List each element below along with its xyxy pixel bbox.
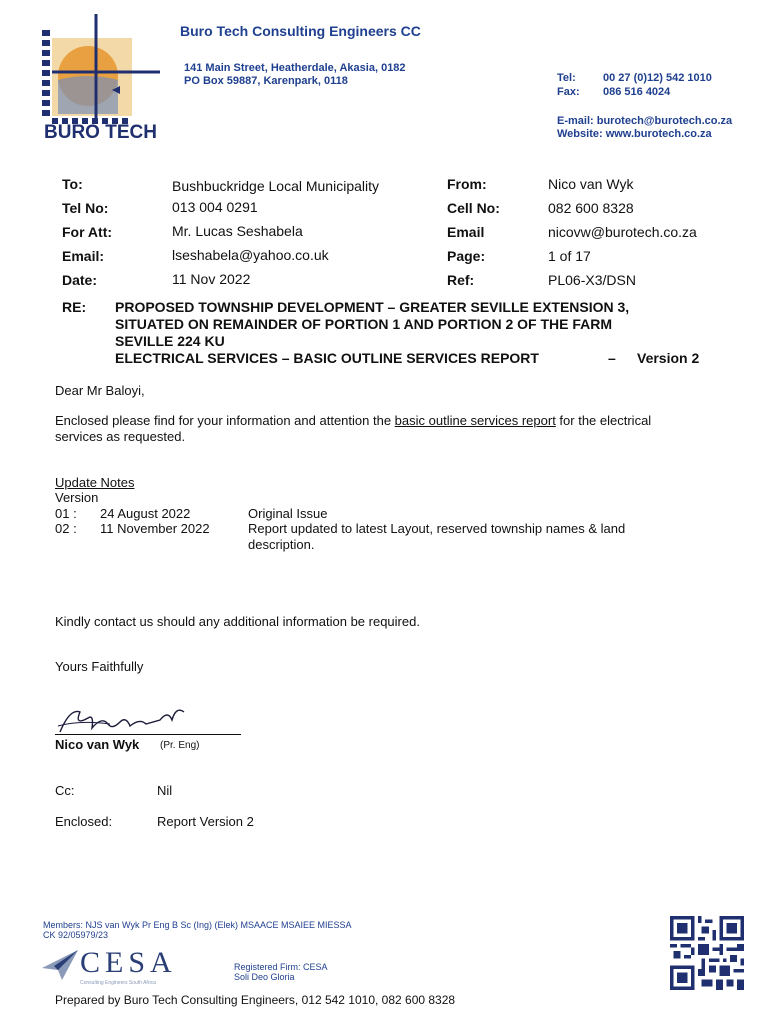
cc-value: Nil (157, 783, 173, 798)
logo-text: BURO TECH (44, 122, 157, 143)
update-note: Original Issue (248, 506, 328, 521)
fax-label: Fax: (557, 86, 580, 98)
tel-no-label: Tel No: (62, 200, 109, 216)
ref-value: PL06-X3/DSN (548, 272, 636, 288)
cesa-emblem-icon (40, 948, 80, 982)
signer-title: (Pr. Eng) (160, 740, 200, 751)
page-value: 1 of 17 (548, 248, 591, 264)
salutation: Dear Mr Baloyi, (55, 383, 145, 398)
to-label: To: (62, 176, 83, 192)
cell-label: Cell No: (447, 200, 500, 216)
members-line: Members: NJS van Wyk Pr Eng B Sc (Ing) (Elek) MSAACE MSAIEE MIESSA (43, 920, 352, 930)
ref-label: Ref: (447, 272, 475, 288)
update-date: 11 November 2022 (100, 521, 210, 536)
prepared-by: Prepared by Buro Tech Consulting Engineers, 012 542 1010, 082 600 8328 (55, 993, 456, 1007)
report-link[interactable]: basic outline services report (394, 413, 556, 428)
att-label: For Att: (62, 224, 113, 240)
email-value[interactable]: lseshabela@yahoo.co.uk (172, 247, 329, 263)
email-label: Email: (62, 248, 105, 264)
signature-line (55, 734, 241, 735)
from-label: From: (447, 176, 487, 192)
update-date: 24 August 2022 (100, 506, 191, 521)
cell-value: 082 600 8328 (548, 200, 634, 216)
re-line-2: SITUATED ON REMAINDER OF PORTION 1 AND PORTION 2 OF THE FARM (115, 316, 613, 332)
to-value: Bushbuckridge Local Municipality (172, 178, 379, 194)
re-dash: – (608, 350, 616, 366)
enclosed-paragraph (55, 413, 735, 429)
version-label: Version (55, 490, 99, 505)
re-line-1: PROPOSED TOWNSHIP DEVELOPMENT – GREATER SEVILLE EXTENSION 3, (115, 299, 630, 315)
update-notes-heading (55, 475, 135, 491)
email2-label: Email (447, 224, 485, 240)
re-line-3: SEVILLE 224 KU (115, 333, 225, 349)
page-label: Page: (447, 248, 486, 264)
company-address-2: PO Box 59887, Karenpark, 0118 (184, 75, 348, 87)
date-value: 11 Nov 2022 (172, 271, 251, 287)
cc-label: Cc: (55, 783, 75, 798)
update-note-cont: description. (248, 537, 315, 552)
date-label: Date: (62, 272, 98, 288)
enclosed-paragraph-line2: services as requested. (55, 429, 186, 444)
signer-name: Nico van Wyk (55, 737, 140, 752)
contact-line: Kindly contact us should any additional information be required. (55, 614, 420, 629)
update-note: Report updated to latest Layout, reserved township names & land (248, 521, 626, 536)
para-text-after: for the electrical (555, 413, 652, 428)
cesa-logo (40, 946, 180, 990)
tel-no-value: 013 004 0291 (172, 199, 258, 215)
enclosed-label: Enclosed: (55, 814, 113, 829)
update-num: 01 : (55, 506, 77, 521)
email2-value[interactable]: nicovw@burotech.co.za (548, 224, 697, 240)
para-text-before: Enclosed please find for your information and attention the (55, 413, 395, 428)
tel-value: 00 27 (0)12) 542 1010 (603, 72, 712, 84)
att-value: Mr. Lucas Seshabela (172, 223, 303, 239)
company-email[interactable]: E-mail: burotech@burotech.co.za (557, 115, 733, 127)
company-name: Buro Tech Consulting Engineers CC (180, 23, 421, 39)
re-label: RE: (62, 299, 87, 315)
closing: Yours Faithfully (55, 659, 144, 674)
tel-label: Tel: (557, 72, 576, 84)
motto: Soli Deo Gloria (234, 972, 295, 982)
ck-line: CK 92/05979/23 (43, 930, 109, 940)
cesa-subtitle: Consulting Engineers South Africa (80, 980, 156, 986)
update-notes-text: Update Notes (55, 475, 135, 490)
update-num: 02 : (55, 521, 77, 536)
re-version: Version 2 (637, 350, 700, 366)
company-address-1: 141 Main Street, Heatherdale, Akasia, 0182 (184, 62, 406, 74)
registered-firm: Registered Firm: CESA (234, 962, 328, 972)
company-website[interactable]: Website: www.burotech.co.za (557, 128, 712, 140)
re-line-4: ELECTRICAL SERVICES – BASIC OUTLINE SERVICES REPORT (115, 350, 539, 366)
cesa-text: CESA (80, 946, 177, 979)
qr-code[interactable] (670, 916, 744, 990)
enclosed-value: Report Version 2 (157, 814, 254, 829)
qr-code-icon (670, 916, 744, 990)
from-value: Nico van Wyk (548, 176, 634, 192)
fax-value: 086 516 4024 (603, 86, 671, 98)
